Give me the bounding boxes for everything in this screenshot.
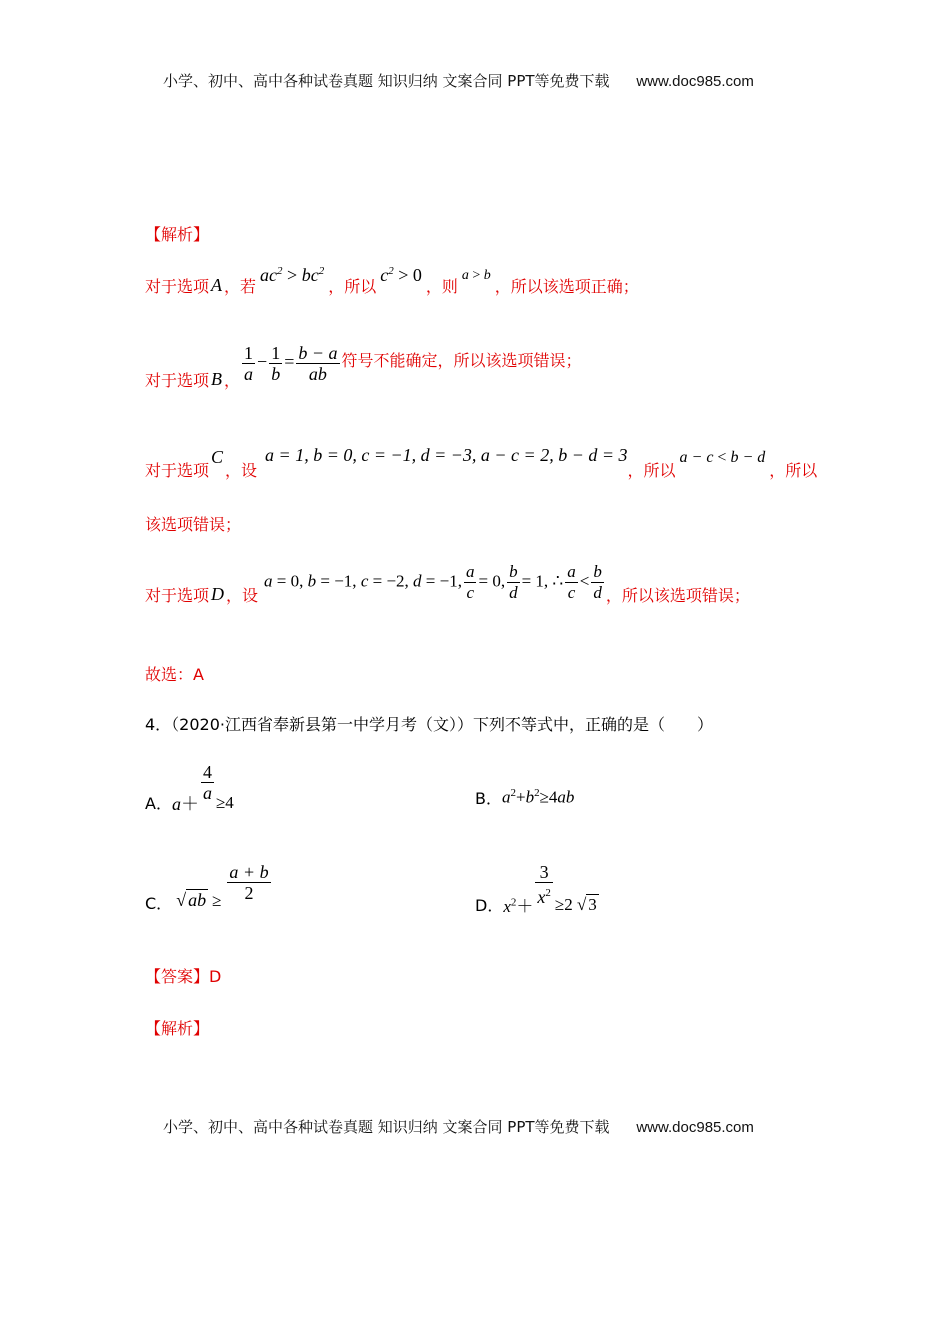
option-d-fraction: $\frac{3}{x^2}$ [537, 862, 551, 907]
line-c-prefix: 对于选项 [145, 461, 210, 480]
line-c-t3: ，所以 [769, 461, 818, 480]
formula-c-assignment: a = 1, b = 0, c = −1, d = −3, a − c = 2, b − d = 3 [265, 445, 628, 465]
option-d-formula-left: $x^2+$ [503, 896, 534, 916]
option-c-sqrt: √ ab [176, 890, 207, 910]
line-d-prefix: 对于选项 [145, 586, 210, 605]
option-d-label: D． [475, 896, 504, 915]
header-url: www.doc985.com [636, 73, 754, 90]
line-a-option: A [211, 275, 223, 295]
page-footer [163, 1116, 754, 1137]
line-a-t2: ，所以 [328, 277, 377, 296]
formula-c-result: a − c < b − d [679, 448, 766, 466]
footer-text: 小学、初中、高中各种试卷真题 知识归纳 文案合同 PPT等免费下载 [163, 1118, 610, 1136]
formula-a-gt-b: a > b [461, 267, 491, 283]
formula-d-assignment: a = 0, b = −1, c = −2, d = −1, $\frac{a}{c}$ = 0, $\frac{b}{d}$ = 1, ∴ $\frac{a}{c}$ < $\frac{b}{d}$ [264, 562, 602, 602]
line-c-option: C [211, 447, 224, 467]
analysis-line-c [145, 445, 818, 480]
analysis-line-b [145, 343, 582, 390]
option-b [475, 786, 574, 809]
analysis-line-a [145, 265, 639, 297]
option-a [145, 762, 234, 814]
line-c-t2: ，所以 [627, 461, 676, 480]
formula-c2-gt-0: $c^2 > 0$ [380, 265, 422, 285]
line-b-t2: 符号不能确定，所以该选项错误； [341, 351, 582, 370]
line-d-option: D [211, 584, 225, 604]
analysis-line-d [145, 562, 750, 603]
option-d [475, 862, 599, 916]
option-b-formula: $a^2+b^2\ge 4ab$ [501, 787, 575, 807]
question-4-analysis-label: 【解析】 [145, 1019, 210, 1038]
line-d-t2: ，所以该选项错误； [605, 586, 750, 605]
line-b-prefix: 对于选项 [145, 371, 210, 390]
line-c-t1: ，设 [225, 461, 258, 480]
analysis-line-c-cont: 该选项错误； [145, 515, 242, 534]
analysis-label: 【解析】 [145, 225, 210, 244]
option-b-label: B． [475, 789, 502, 808]
line-b-t1: ， [224, 371, 241, 390]
formula-ac2-gt-bc2: $ac^2 > bc^2$ [260, 265, 325, 285]
option-a-label: A． [145, 794, 172, 813]
header-text: 小学、初中、高中各种试卷真题 知识归纳 文案合同 PPT等免费下载 [163, 72, 610, 90]
formula-b-fractions: $\frac{1}{a}$ − $\frac{1}{b}$ = $\frac{b - a}{ab}$ [244, 343, 338, 384]
line-b-option: B [211, 369, 223, 389]
question-4-stem: 4．（2020·江西省奉新县第一中学月考（文））下列不等式中，正确的是（ ） [145, 715, 713, 734]
line-a-t1: ，若 [224, 277, 257, 296]
line-a-prefix: 对于选项 [145, 277, 210, 296]
line-a-t4: ，所以该选项正确； [494, 277, 639, 296]
line-d-t1: ，设 [226, 586, 259, 605]
option-c-geq: ≥ [212, 890, 222, 910]
option-a-fraction: $\frac{4}{a}$ [202, 762, 212, 803]
option-c [145, 862, 273, 913]
line-a-t3: ，则 [425, 277, 458, 296]
option-c-label: C． [145, 894, 173, 913]
page-header [163, 70, 754, 91]
analysis-conclusion: 故选：A [145, 665, 204, 684]
footer-url: www.doc985.com [636, 1119, 754, 1136]
option-a-formula-right: ≥4 [215, 792, 234, 812]
option-a-formula-left: a＋ [171, 793, 199, 814]
option-d-formula-right: ≥2 √ 3 [554, 894, 597, 914]
answer-label: 【答案】D [145, 967, 222, 986]
option-c-fraction: $\frac{a + b}{2}$ [229, 862, 269, 903]
